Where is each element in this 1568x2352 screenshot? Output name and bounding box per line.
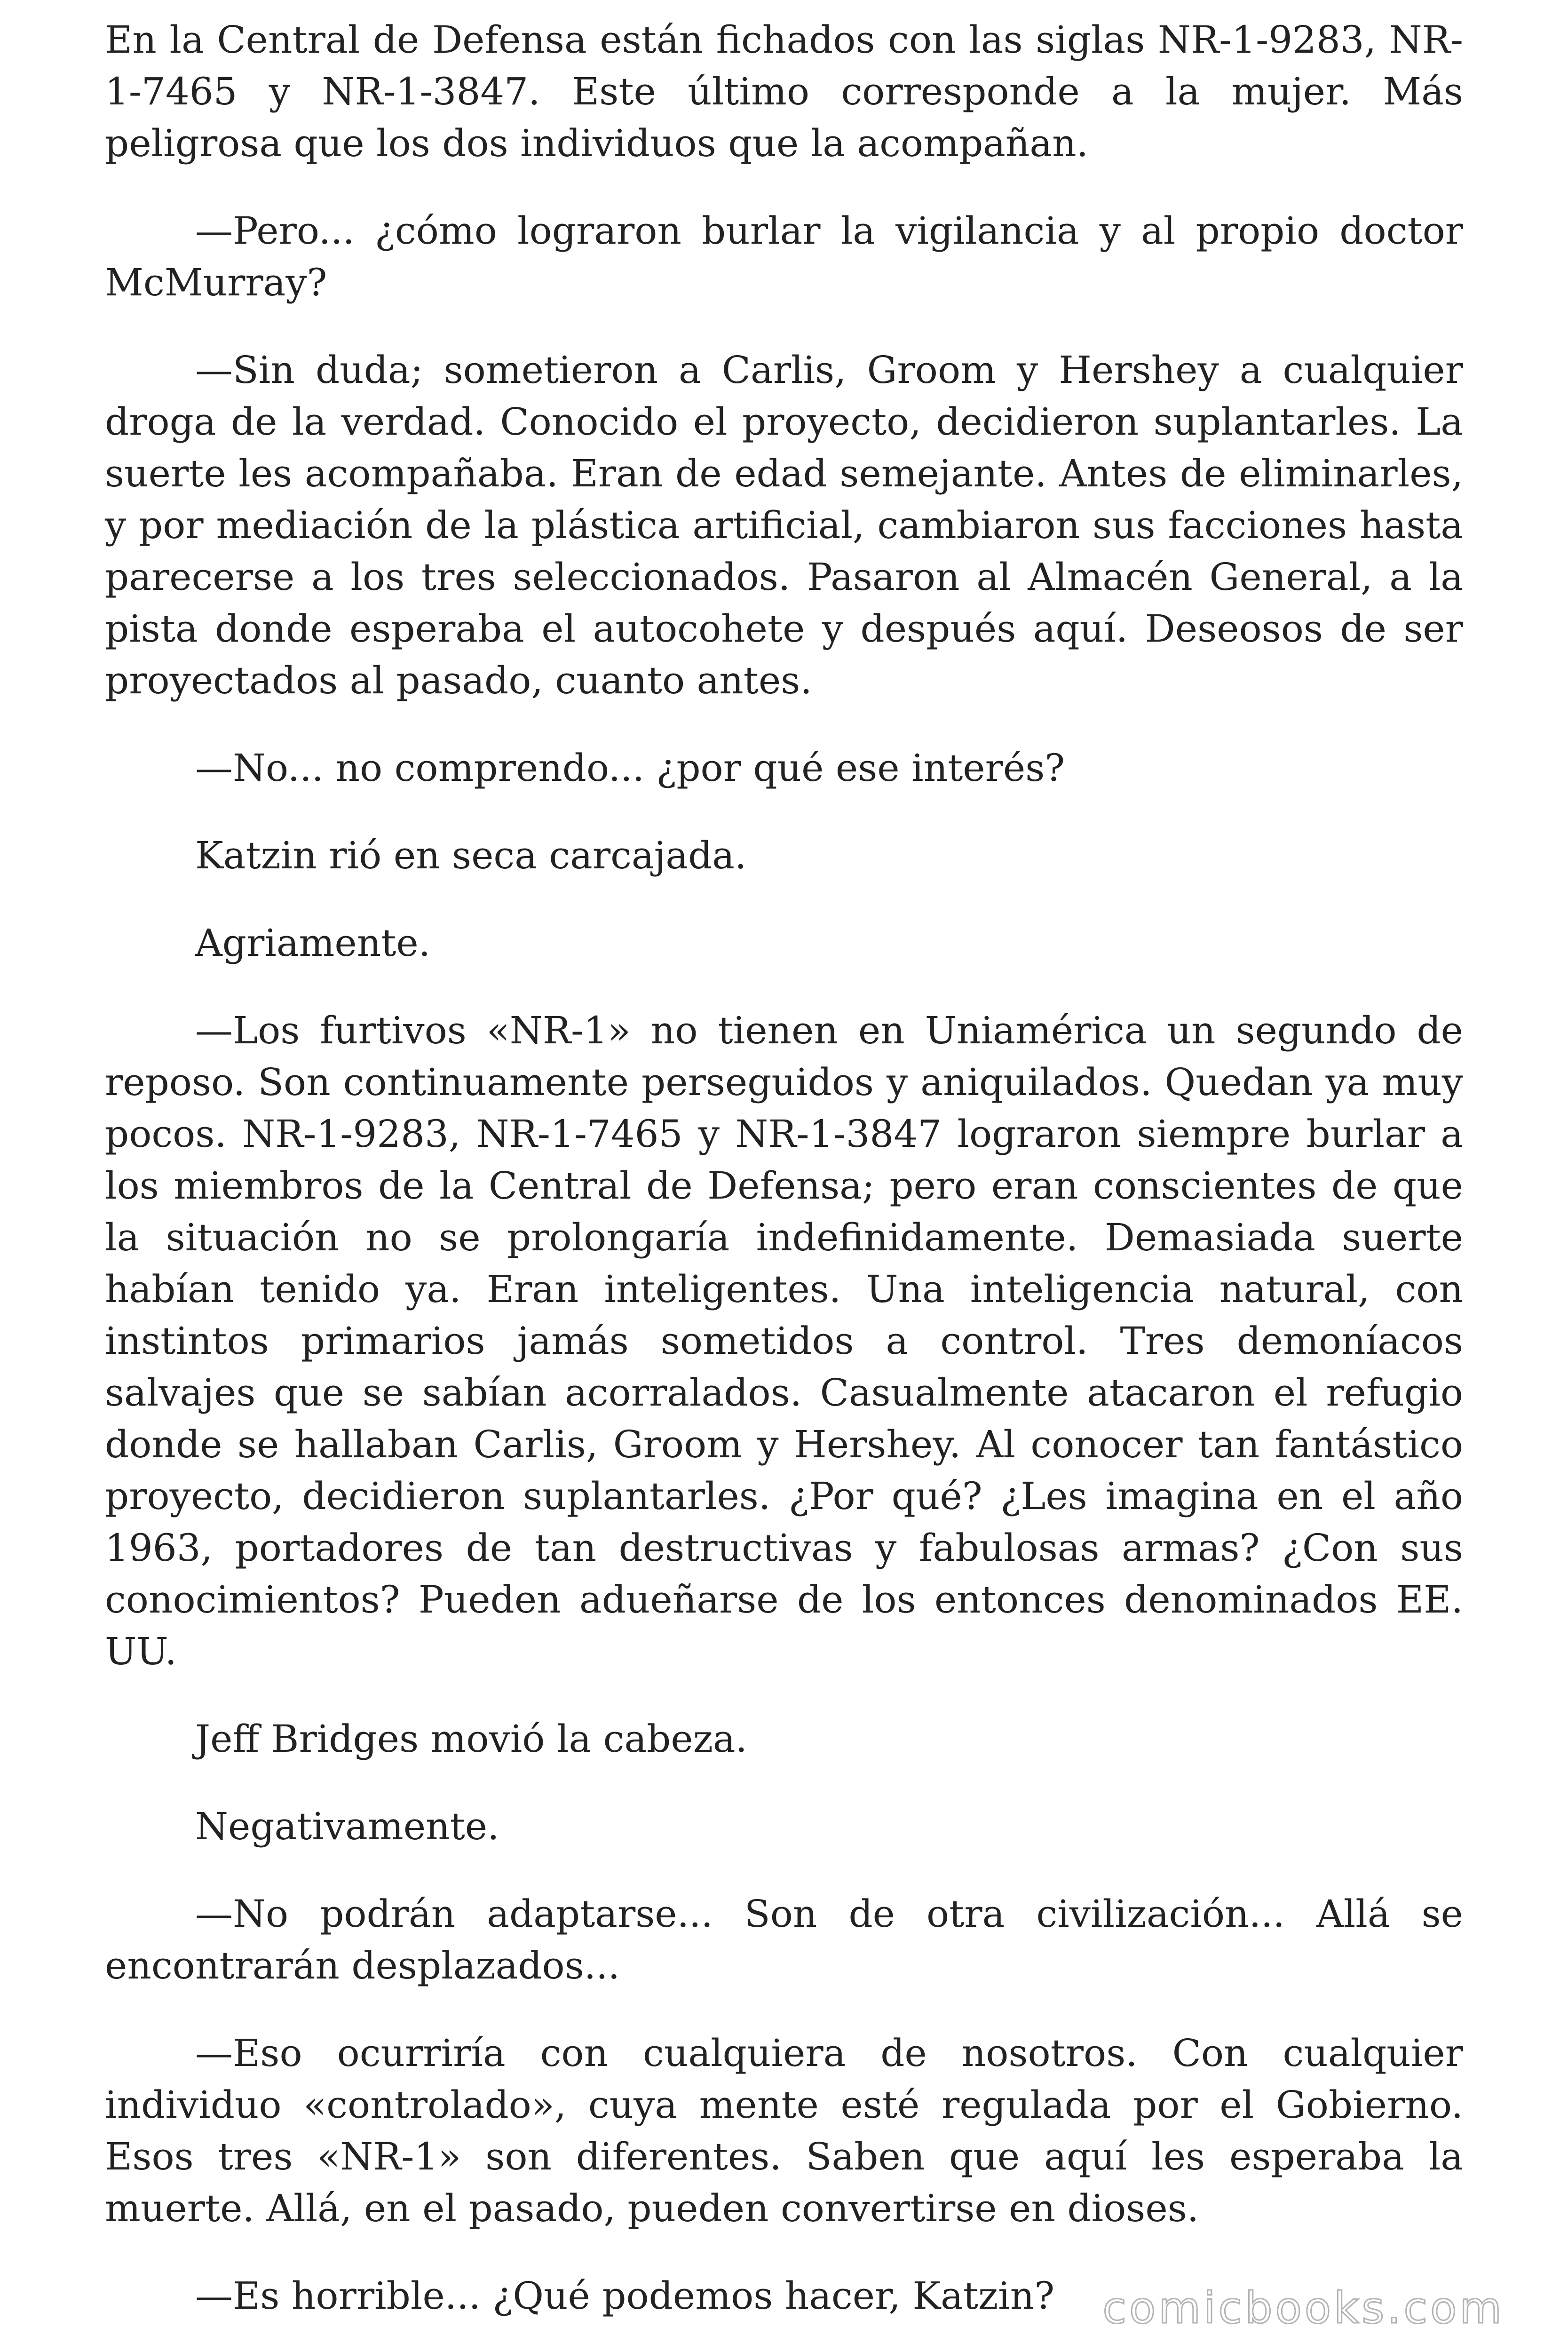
page-text (105, 14, 1463, 2352)
paragraph: Jeff Bridges movió la cabeza. (195, 1717, 747, 1761)
watermark: comicbooks.com (1102, 2283, 1505, 2333)
paragraph: —Es horrible... ¿Qué podemos hacer, Katzin? (195, 2274, 1055, 2318)
paragraph: —No... no comprendo... ¿por qué ese interés? (195, 746, 1065, 790)
paragraph: —Eso ocurriría con cualquiera de nosotros. Con cualquier individuo «controlado», cuya mente esté regulada por el Gobierno. Esos tres «NR-1» son diferentes. Saben que aquí les esperaba la muerte. Allá, en el pasado, pueden convertirse en dioses. (105, 2031, 1463, 2230)
paragraph: —Los furtivos «NR-1» no tienen en Uniamérica un segundo de reposo. Son continuamente perseguidos y aniquilados. Quedan ya muy pocos. NR-1-9283, NR-1-7465 y NR-1-3847 lograron siempre burlar a los miembros de la Central de Defensa; pero eran conscientes de que la situación no se prolongaría indefinidamente. Demasiada suerte habían tenido ya. Eran inteligentes. Una inteligencia natural, con instintos primarios jamás sometidos a control. Tres demoníacos salvajes que se sabían acorralados. Casualmente atacaron el refugio donde se hallaban Carlis, Groom y Hershey. Al conocer tan fantástico proyecto, decidieron suplantarles. ¿Por qué? ¿Les imagina en el año 1963, portadores de tan destructivas y fabulosas armas? ¿Con sus conocimientos? Pueden adueñarse de los entonces denominados EE. UU. (105, 1009, 1463, 1673)
paragraph: —No podrán adaptarse... Son de otra civilización... Allá se encontrarán desplazados... (105, 1892, 1463, 1987)
paragraph: Katzin rió en seca carcajada. (195, 834, 747, 877)
paragraph: En la Central de Defensa están fichados con las siglas NR-1-9283, NR-1-7465 y NR-1-3847. Este último corresponde a la mujer. Más peligrosa que los dos individuos que la acompañan. (105, 18, 1463, 165)
paragraph: —Sin duda; sometieron a Carlis, Groom y Hershey a cualquier droga de la verdad. Conocido el proyecto, decidieron suplantarles. La suerte les acompañaba. Eran de edad semejante. Antes de eliminarles, y por mediación de la plástica artificial, cambiaron sus facciones hasta parecerse a los tres seleccionados. Pasaron al Almacén General, a la pista donde esperaba el autocohete y después aquí. Deseosos de ser proyectados al pasado, cuanto antes. (105, 348, 1463, 702)
paragraph: —Pero... ¿cómo lograron burlar la vigilancia y al propio doctor McMurray? (105, 209, 1463, 304)
paragraph: Agriamente. (195, 921, 431, 965)
paragraph: Negativamente. (195, 1804, 499, 1848)
